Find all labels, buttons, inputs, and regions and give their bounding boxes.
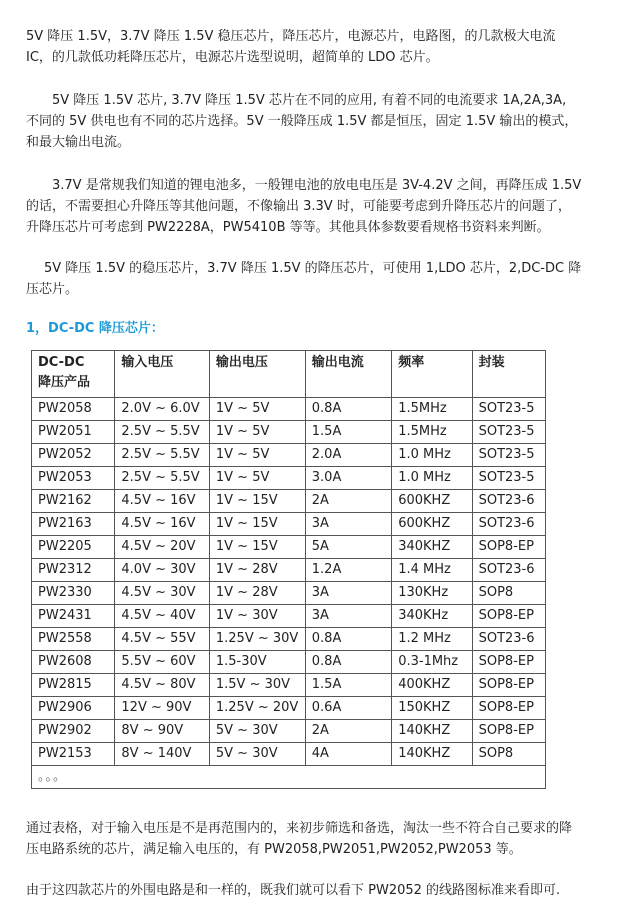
cell-package: SOP8-EP [472, 536, 545, 559]
cell-input-voltage: 4.5V ~ 55V [115, 628, 209, 651]
cell-output-voltage: 5V ~ 30V [209, 743, 305, 766]
table-body [32, 398, 546, 789]
cell-package: SOP8-EP [472, 720, 545, 743]
cell-input-voltage: 4.5V ~ 80V [115, 674, 209, 697]
cell-input-voltage: 4.5V ~ 16V [115, 490, 209, 513]
cell-input-voltage: 4.5V ~ 30V [115, 582, 209, 605]
cell-output-current: 1.5A [305, 421, 391, 444]
cell-part-number: PW2906 [32, 697, 115, 720]
cell-output-current: 2.0A [305, 444, 391, 467]
cell-output-current: 0.8A [305, 398, 391, 421]
cell-output-voltage: 1.5-30V [209, 651, 305, 674]
cell-output-voltage: 1V ~ 5V [209, 444, 305, 467]
table-row [32, 651, 546, 674]
cell-input-voltage: 4.5V ~ 40V [115, 605, 209, 628]
cell-output-current: 3A [305, 513, 391, 536]
cell-part-number: PW2162 [32, 490, 115, 513]
cell-output-voltage: 1V ~ 5V [209, 398, 305, 421]
cell-package: SOT23-5 [472, 467, 545, 490]
cell-frequency: 1.2 MHz [392, 628, 472, 651]
dcdc-chip-table [31, 350, 546, 789]
cell-part-number: PW2205 [32, 536, 115, 559]
header-frequency: 频率 [392, 351, 472, 398]
cell-part-number: PW2153 [32, 743, 115, 766]
cell-output-current: 0.6A [305, 697, 391, 720]
cell-frequency: 340KHZ [392, 536, 472, 559]
cell-frequency: 0.3-1Mhz [392, 651, 472, 674]
paragraph-chip-options: 5V 降压 1.5V 的稳压芯片，3.7V 降压 1.5V 的降压芯片，可使用 1,LDO 芯片，2,DC-DC 降压芯片。 [26, 261, 582, 297]
table-row [32, 536, 546, 559]
cell-output-current: 2A [305, 720, 391, 743]
cell-input-voltage: 8V ~ 90V [115, 720, 209, 743]
cell-output-voltage: 1V ~ 5V [209, 467, 305, 490]
cell-input-voltage: 2.5V ~ 5.5V [115, 444, 209, 467]
cell-output-current: 5A [305, 536, 391, 559]
cell-frequency: 130KHz [392, 582, 472, 605]
table-row [32, 398, 546, 421]
intro-paragraph: 5V 降压 1.5V，3.7V 降压 1.5V 稳压芯片，降压芯片，电源芯片，电路图，的几款极大电流 IC，的几款低功耗降压芯片，电源芯片选型说明，超简单的 LDO 芯片。 [26, 29, 556, 65]
cell-package: SOP8-EP [472, 697, 545, 720]
cell-frequency: 1.0 MHz [392, 467, 472, 490]
cell-output-voltage: 1.25V ~ 30V [209, 628, 305, 651]
cell-output-current: 3A [305, 582, 391, 605]
cell-output-voltage: 1V ~ 28V [209, 559, 305, 582]
table-row [32, 582, 546, 605]
cell-output-voltage: 1.25V ~ 20V [209, 697, 305, 720]
cell-output-current: 0.8A [305, 651, 391, 674]
cell-output-current: 3A [305, 605, 391, 628]
cell-input-voltage: 12V ~ 90V [115, 697, 209, 720]
table-row [32, 628, 546, 651]
cell-frequency: 1.5MHz [392, 421, 472, 444]
cell-package: SOP8-EP [472, 651, 545, 674]
header-output-voltage: 输出电压 [209, 351, 305, 398]
cell-output-voltage: 1V ~ 30V [209, 605, 305, 628]
header-package: 封装 [472, 351, 545, 398]
paragraph-lithium-battery: 3.7V 是常规我们知道的锂电池多，一般锂电池的放电电压是 3V-4.2V 之间，再降压成 1.5V 的话，不需要担心升降压等其他问题，不像输出 3.3V 时，可能要考虑到升降压芯片的问题了，升降压芯片可考虑到 PW2228A，PW5410B 等等。其他具体参数要看规格书资料来判断。 [26, 178, 582, 235]
cell-part-number: PW2052 [32, 444, 115, 467]
cell-output-voltage: 1V ~ 15V [209, 513, 305, 536]
table-header-row [32, 351, 546, 398]
cell-frequency: 600KHZ [392, 513, 472, 536]
cell-part-number: PW2902 [32, 720, 115, 743]
cell-package: SOT23-6 [472, 559, 545, 582]
table-row [32, 743, 546, 766]
table-row [32, 490, 546, 513]
cell-output-current: 0.8A [305, 628, 391, 651]
table-row [32, 559, 546, 582]
cell-package: SOP8 [472, 582, 545, 605]
cell-frequency: 400KHZ [392, 674, 472, 697]
cell-input-voltage: 4.5V ~ 16V [115, 513, 209, 536]
cell-package: SOP8 [472, 743, 545, 766]
cell-frequency: 340KHz [392, 605, 472, 628]
table-row [32, 467, 546, 490]
cell-package: SOT23-5 [472, 444, 545, 467]
cell-frequency: 150KHZ [392, 697, 472, 720]
cell-part-number: PW2053 [32, 467, 115, 490]
cell-part-number: PW2608 [32, 651, 115, 674]
table-row [32, 605, 546, 628]
cell-output-current: 3.0A [305, 467, 391, 490]
cell-output-voltage: 1V ~ 15V [209, 536, 305, 559]
cell-output-current: 4A [305, 743, 391, 766]
cell-part-number: PW2330 [32, 582, 115, 605]
cell-input-voltage: 2.5V ~ 5.5V [115, 467, 209, 490]
cell-output-voltage: 1V ~ 28V [209, 582, 305, 605]
cell-part-number: PW2815 [32, 674, 115, 697]
cell-output-voltage: 1V ~ 15V [209, 490, 305, 513]
table-row [32, 674, 546, 697]
cell-package: SOP8-EP [472, 674, 545, 697]
cell-input-voltage: 4.0V ~ 30V [115, 559, 209, 582]
cell-input-voltage: 2.5V ~ 5.5V [115, 421, 209, 444]
cell-package: SOT23-5 [472, 421, 545, 444]
cell-package: SOP8-EP [472, 605, 545, 628]
cell-frequency: 600KHZ [392, 490, 472, 513]
cell-package: SOT23-5 [472, 398, 545, 421]
cell-output-current: 1.5A [305, 674, 391, 697]
cell-frequency: 140KHZ [392, 720, 472, 743]
table-ellipsis-row [32, 766, 546, 789]
cell-input-voltage: 4.5V ~ 20V [115, 536, 209, 559]
header-output-current: 输出电流 [305, 351, 391, 398]
cell-part-number: PW2163 [32, 513, 115, 536]
cell-part-number: PW2431 [32, 605, 115, 628]
header-product: DC-DC 降压产品 [32, 351, 115, 398]
header-input-voltage: 输入电压 [115, 351, 209, 398]
cell-frequency: 1.4 MHz [392, 559, 472, 582]
table-row [32, 421, 546, 444]
paragraph-5v-overview: 5V 降压 1.5V 芯片, 3.7V 降压 1.5V 芯片在不同的应用, 有着不同的电流要求 1A,2A,3A, 不同的 5V 供电也有不同的芯片选择。5V 一般降压成 1.5V 都是恒压，固定 1.5V 输出的模式，和最大输出电流。 [26, 93, 578, 150]
cell-package: SOT23-6 [472, 513, 545, 536]
cell-output-voltage: 5V ~ 30V [209, 720, 305, 743]
cell-output-voltage: 1.5V ~ 30V [209, 674, 305, 697]
cell-input-voltage: 2.0V ~ 6.0V [115, 398, 209, 421]
table-ellipsis: 。。。 [32, 766, 546, 789]
cell-input-voltage: 8V ~ 140V [115, 743, 209, 766]
cell-frequency: 1.0 MHz [392, 444, 472, 467]
cell-output-voltage: 1V ~ 5V [209, 421, 305, 444]
table-row [32, 697, 546, 720]
cell-package: SOT23-6 [472, 490, 545, 513]
table-row [32, 720, 546, 743]
cell-part-number: PW2312 [32, 559, 115, 582]
cell-output-current: 1.2A [305, 559, 391, 582]
cell-frequency: 140KHZ [392, 743, 472, 766]
section-heading-dcdc: 1，DC-DC 降压芯片： [26, 321, 164, 336]
cell-part-number: PW2058 [32, 398, 115, 421]
table-row [32, 444, 546, 467]
cell-output-current: 2A [305, 490, 391, 513]
table-row [32, 513, 546, 536]
cell-package: SOT23-6 [472, 628, 545, 651]
paragraph-filter-by-voltage: 通过表格，对于输入电压是不是再范围内的，来初步筛选和备选，淘汰一些不符合自己要求的降压电路系统的芯片，满足输入电压的，有 PW2058,PW2051,PW2052,PW2053 等。 [26, 821, 573, 857]
cell-part-number: PW2051 [32, 421, 115, 444]
paragraph-pw2052-circuit: 由于这四款芯片的外围电路是和一样的，既我们就可以看下 PW2052 的线路图标准来看即可. [26, 883, 561, 898]
cell-input-voltage: 5.5V ~ 60V [115, 651, 209, 674]
cell-frequency: 1.5MHz [392, 398, 472, 421]
cell-part-number: PW2558 [32, 628, 115, 651]
